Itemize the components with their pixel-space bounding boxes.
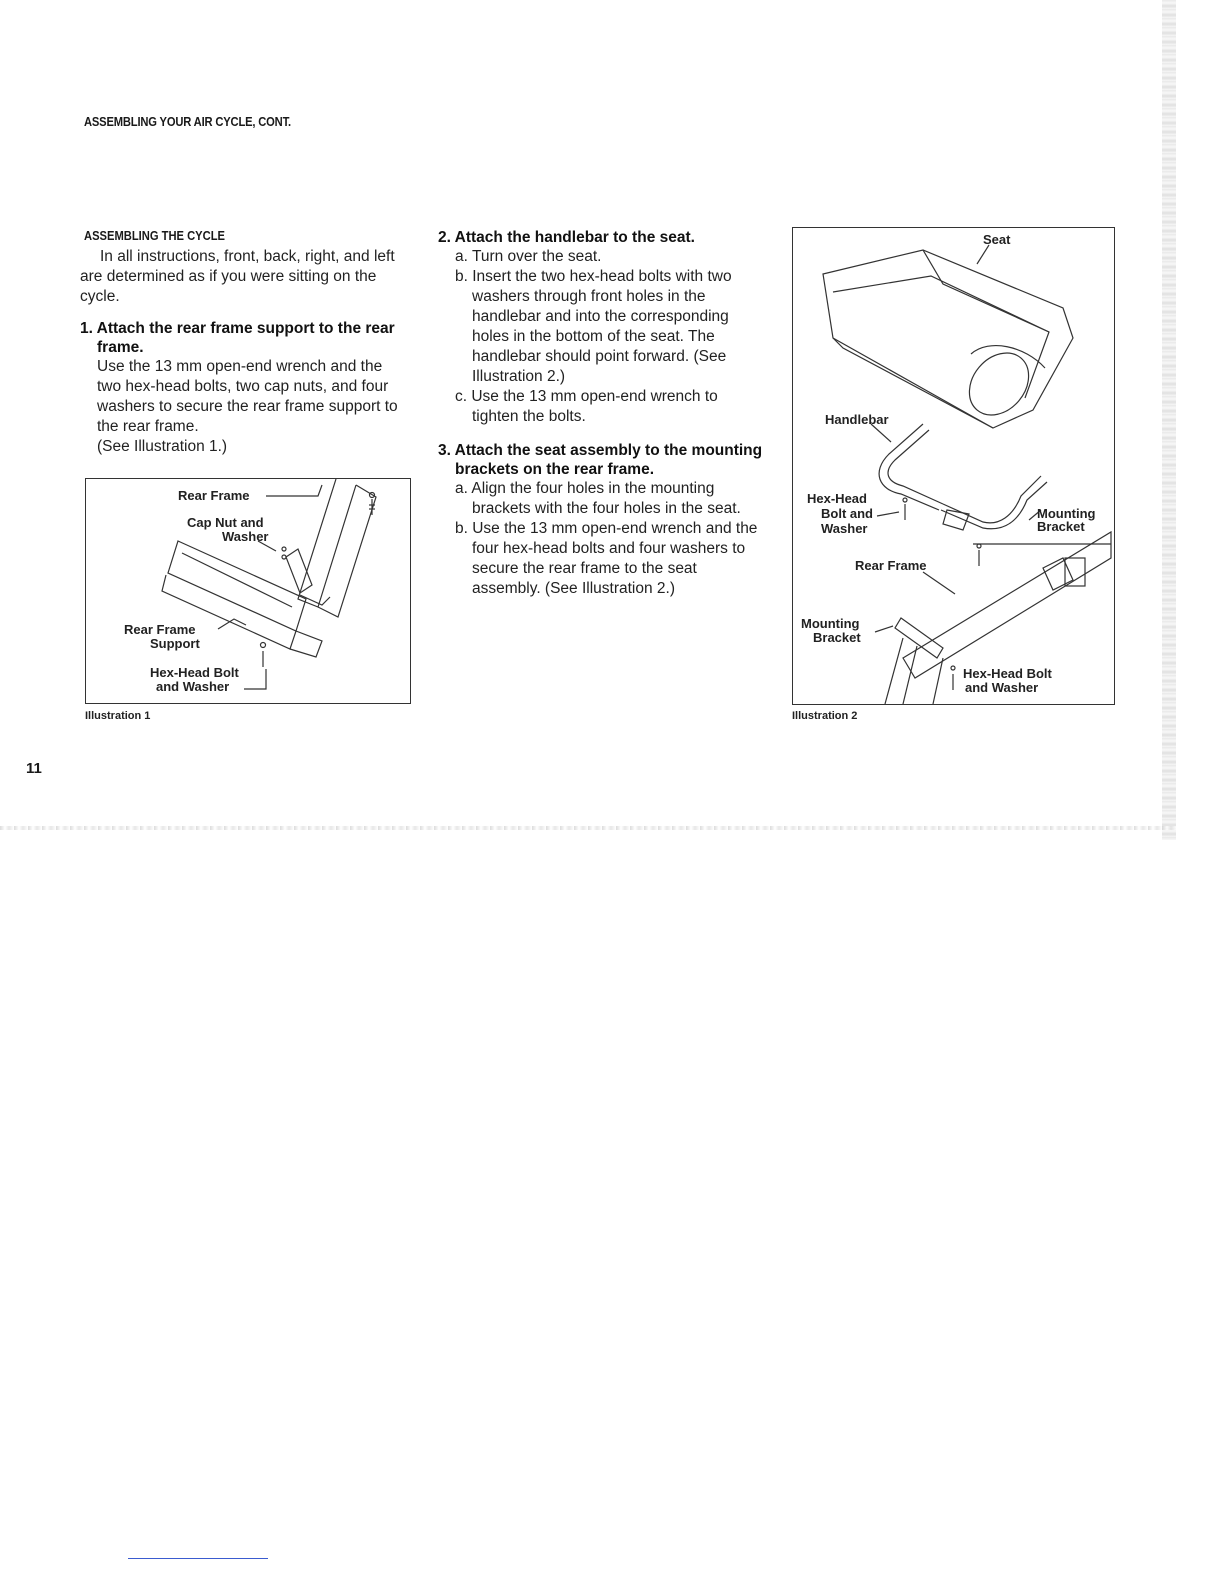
step-2b: b. Insert the two hex-head bolts with two washers through front holes in the handlebar and into the corresponding holes in the bottom of the seat. The handlebar should point forward. (See Illustration 2.)	[455, 268, 732, 385]
label-rear-frame: Rear Frame	[855, 558, 927, 573]
section-heading: ASSEMBLING THE CYCLE	[84, 228, 226, 243]
label-mounting-right: Mounting	[1037, 506, 1096, 521]
label-rear-frame: Rear Frame	[178, 488, 250, 503]
page-number: 11	[26, 760, 42, 777]
label-hex-head-bolt: Hex-Head Bolt	[150, 665, 239, 680]
illustration-2-caption: Illustration 2	[792, 710, 858, 722]
step-1-body: Use the 13 mm open-end wrench and the two hex-head bolts, two cap nuts, and four washers to secure the rear frame support to the rear frame.	[97, 358, 398, 435]
steps-column	[438, 228, 768, 599]
label-hex-head: Hex-Head	[807, 491, 867, 506]
page-header: ASSEMBLING YOUR AIR CYCLE, CONT.	[84, 114, 291, 129]
label-seat: Seat	[983, 232, 1011, 247]
illustration-2	[792, 227, 1115, 705]
step-2-title: 2. Attach the handlebar to the seat.	[438, 229, 695, 246]
seat-assembly-diagram	[793, 228, 1114, 704]
step-1-title: 1. Attach the rear frame support to the rear frame.	[80, 320, 395, 356]
label-hex-head-bolt: Hex-Head Bolt	[963, 666, 1052, 681]
label-cap-nut: Cap Nut and	[187, 515, 264, 530]
label-handlebar: Handlebar	[825, 412, 889, 427]
illustration-1	[85, 478, 411, 704]
step-2c: c. Use the 13 mm open-end wrench to tighten the bolts.	[455, 388, 718, 425]
step-3b: b. Use the 13 mm open-end wrench and the four hex-head bolts and four washers to secure the rear frame to the seat assembly. (See Illustration 2.)	[455, 520, 758, 597]
step-2a: a. Turn over the seat.	[455, 248, 602, 265]
cap-nut-icon	[282, 547, 286, 559]
divider-line	[128, 1558, 268, 1559]
scan-edge-bottom	[0, 826, 1176, 830]
label-support: Support	[150, 636, 200, 651]
scan-edge-right	[1162, 0, 1176, 840]
step-3-title: 3. Attach the seat assembly to the mounting brackets on the rear frame.	[438, 442, 763, 478]
bolt-icon	[903, 498, 907, 520]
bolt-icon	[951, 666, 955, 690]
label-and-washer: and Washer	[965, 680, 1039, 695]
label-mounting-left: Mounting	[801, 616, 860, 631]
illustration-1-caption: Illustration 1	[85, 710, 151, 722]
label-bracket-left: Bracket	[813, 630, 861, 645]
step-1-ref: (See Illustration 1.)	[97, 438, 228, 455]
label-bracket-right: Bracket	[1037, 519, 1085, 534]
label-washer: Washer	[821, 521, 868, 536]
step-3a: a. Align the four holes in the mounting brackets with the four holes in the seat.	[455, 480, 741, 517]
step-1	[80, 319, 400, 457]
label-washer: Washer	[222, 529, 269, 544]
bolt-icon	[261, 643, 266, 668]
intro-paragraph: In all instructions, front, back, right, and left are determined as if you were sitting on the cycle.	[80, 248, 395, 305]
label-and-washer: and Washer	[156, 679, 230, 694]
label-bolt-and: Bolt and	[821, 506, 873, 521]
rear-frame-support-diagram	[86, 479, 410, 703]
bolt-icon	[977, 544, 981, 566]
label-rear-frame-support: Rear Frame	[124, 622, 196, 637]
